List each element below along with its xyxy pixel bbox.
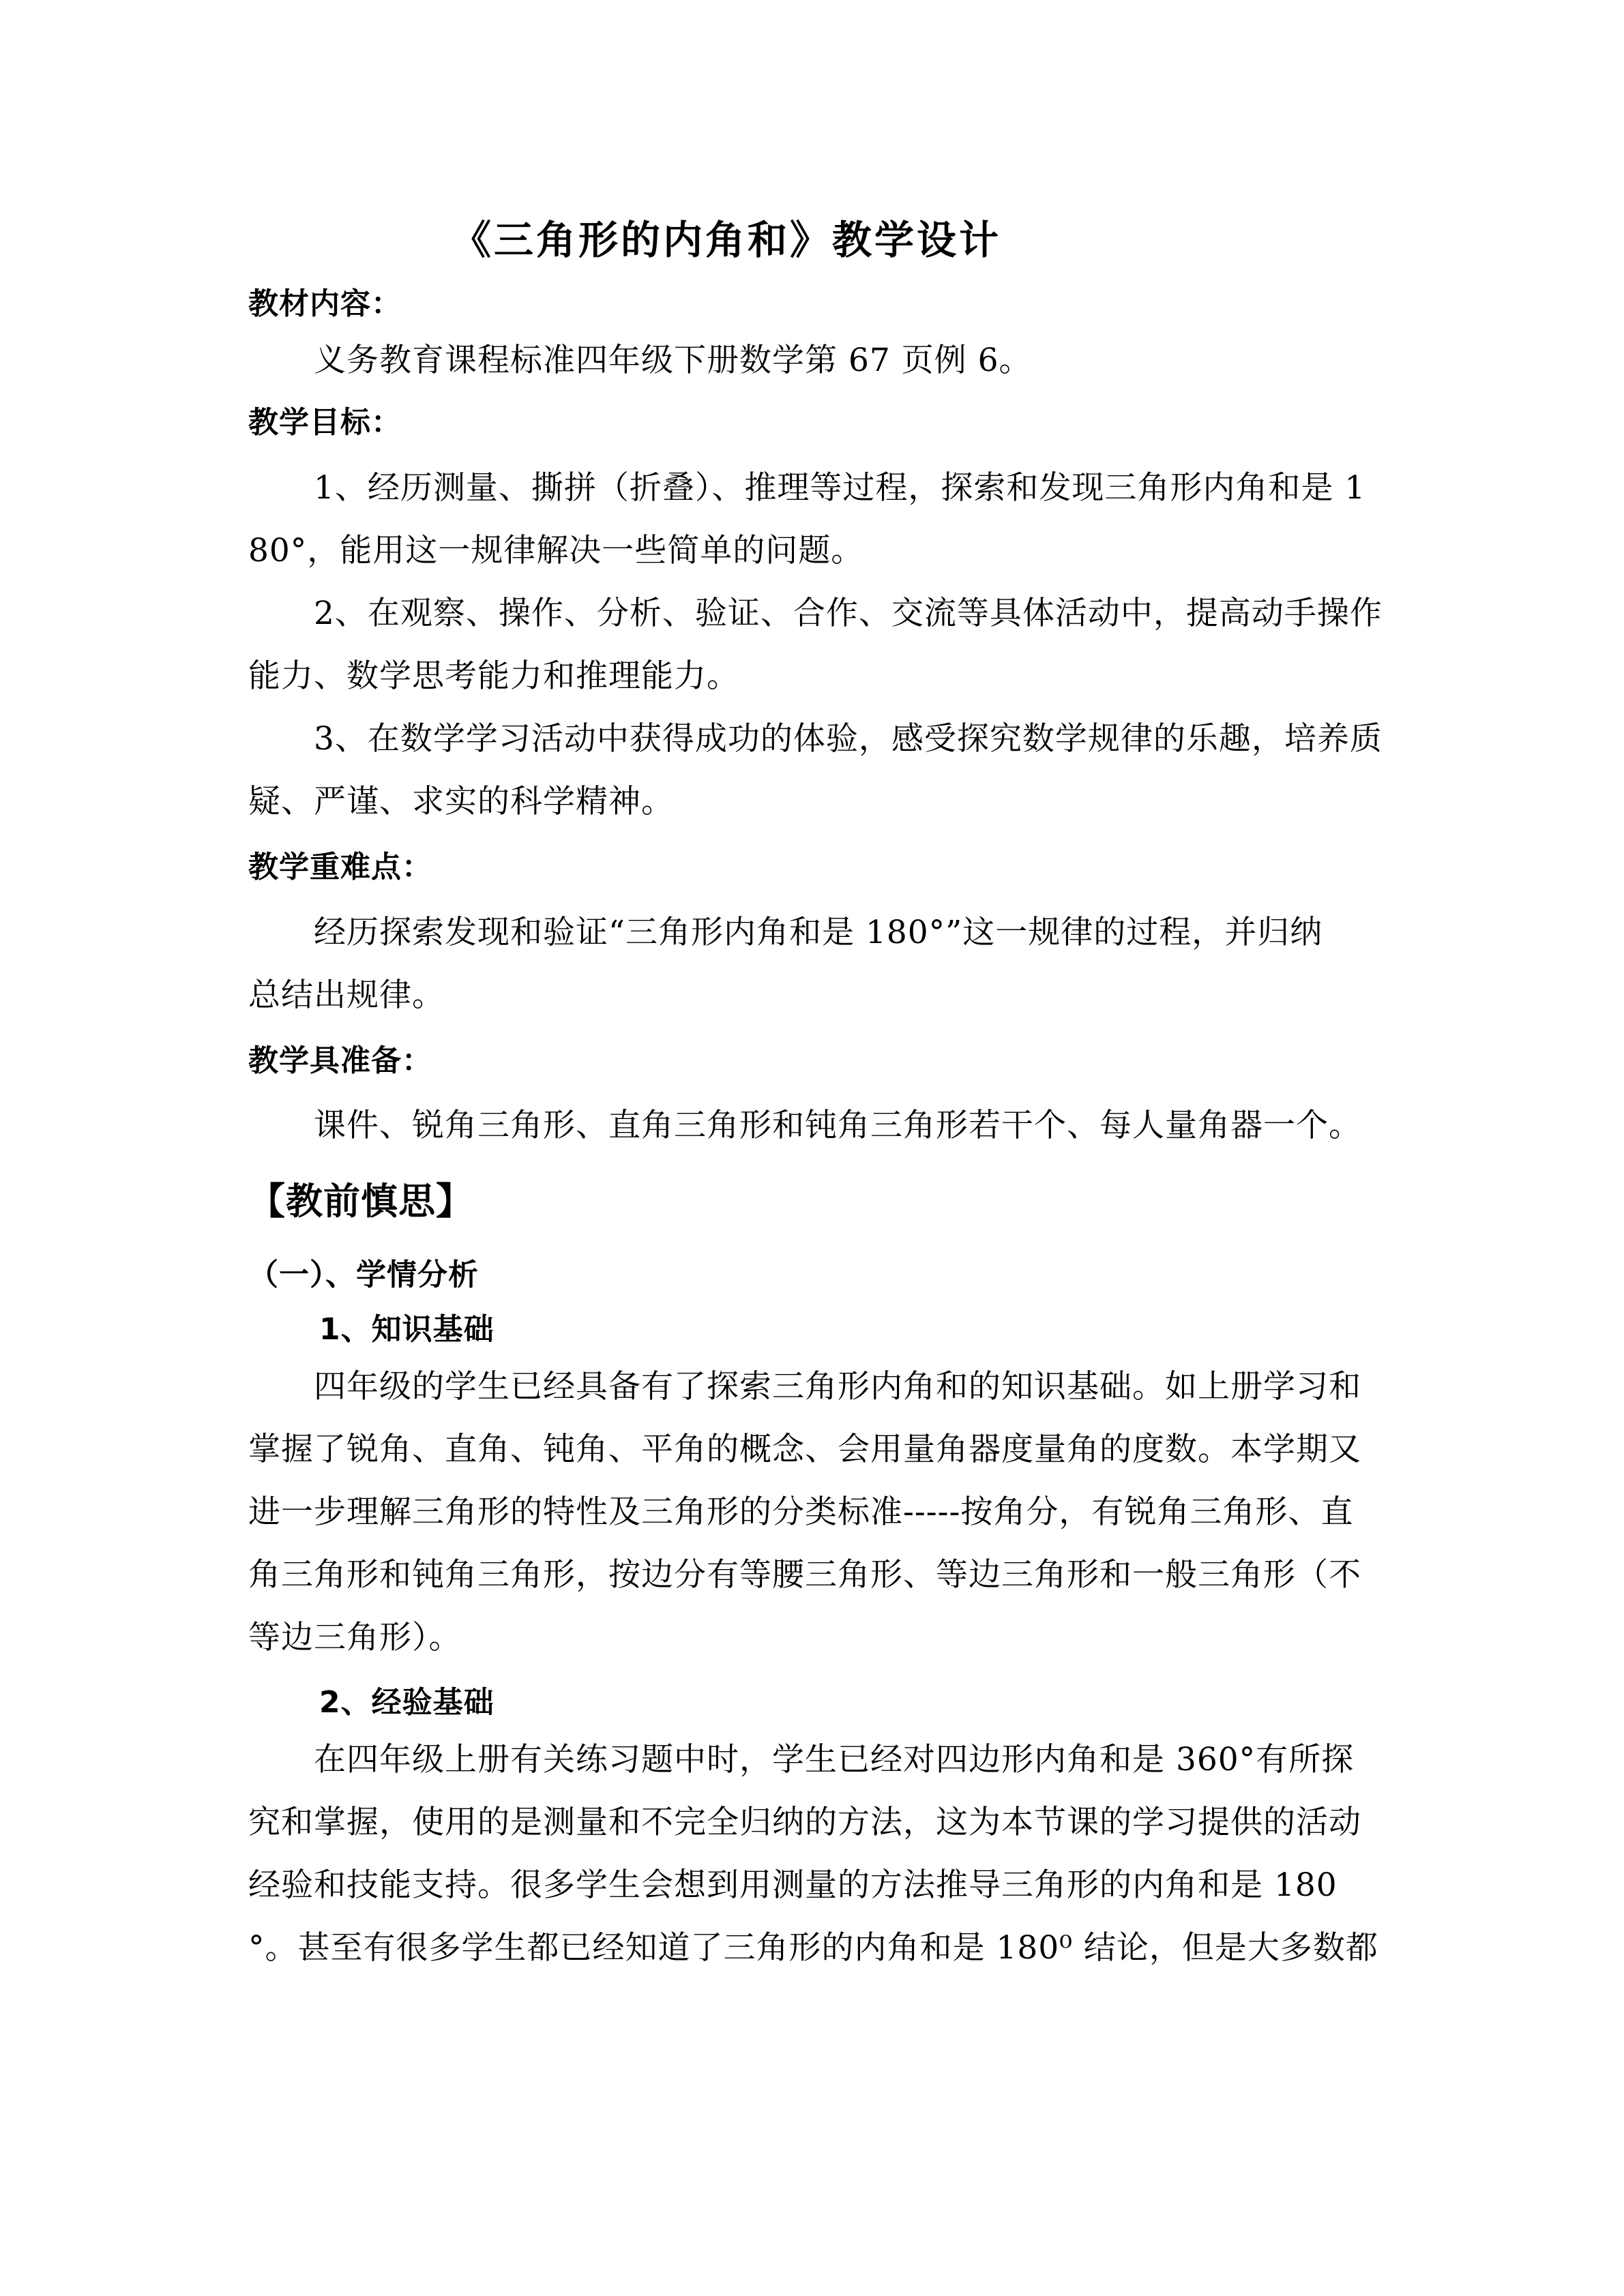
key-points-line-1: 经历探索发现和验证“三角形内角和是 180°”这一规律的过程，并归纳 xyxy=(314,914,1323,951)
experience-line-2: 究和掌握，使用的是测量和不完全归纳的方法，这为本节课的学习提供的活动 xyxy=(248,1804,1361,1841)
experience-heading: 2、经验基础 xyxy=(319,1685,494,1720)
knowledge-line-5: 等边三角形）。 xyxy=(248,1619,462,1656)
material-text: 义务教育课程标准四年级下册数学第 67 页例 6。 xyxy=(314,342,1032,379)
experience-line-4: °。甚至有很多学生都已经知道了三角形的内角和是 180⁰ 结论，但是大多数都 xyxy=(248,1929,1378,1967)
goal-line-1: 1、经历测量、撕拼（折叠）、推理等过程，探索和发现三角形内角和是 1 xyxy=(314,469,1366,507)
goal-line-6: 疑、严谨、求实的科学精神。 xyxy=(248,783,674,820)
goal-line-5: 3、在数学学习活动中获得成功的体验，感受探究数学规律的乐趣，培养质 xyxy=(314,720,1383,758)
knowledge-line-3: 进一步理解三角形的特性及三角形的分类标准-----按角分，有锐角三角形、直 xyxy=(248,1493,1354,1531)
page-title: 《三角形的内角和》教学设计 xyxy=(452,217,1002,263)
subsection-title: （一）、学情分析 xyxy=(248,1257,479,1292)
preparation-text: 课件、锐角三角形、直角三角形和钝角三角形若干个、每人量角器一个。 xyxy=(314,1107,1361,1144)
goal-line-4: 能力、数学思考能力和推理能力。 xyxy=(248,657,739,695)
heading-material: 教材内容： xyxy=(248,286,402,321)
heading-key-points: 教学重难点： xyxy=(248,850,432,884)
experience-line-3: 经验和技能支持。很多学生会想到用测量的方法推导三角形的内角和是 180 xyxy=(248,1866,1338,1904)
experience-line-1: 在四年级上册有关练习题中时，学生已经对四边形内角和是 360°有所探 xyxy=(314,1741,1355,1778)
knowledge-heading: 1、知识基础 xyxy=(319,1312,494,1347)
heading-goals: 教学目标： xyxy=(248,405,402,440)
part-title: 【教前慎思】 xyxy=(248,1180,473,1223)
knowledge-line-2: 掌握了锐角、直角、钝角、平角的概念、会用量角器度量角的度数。本学期又 xyxy=(248,1431,1361,1468)
goal-line-3: 2、在观察、操作、分析、验证、合作、交流等具体活动中，提高动手操作 xyxy=(314,595,1383,632)
goal-line-2: 80°，能用这一规律解决一些简单的问题。 xyxy=(248,532,864,569)
heading-preparation: 教学具准备： xyxy=(248,1043,432,1078)
key-points-line-2: 总结出规律。 xyxy=(248,976,445,1014)
knowledge-line-1: 四年级的学生已经具备有了探索三角形内角和的知识基础。如上册学习和 xyxy=(314,1368,1361,1405)
knowledge-line-4: 角三角形和钝角三角形，按边分有等腰三角形、等边三角形和一般三角形（不 xyxy=(248,1556,1361,1594)
